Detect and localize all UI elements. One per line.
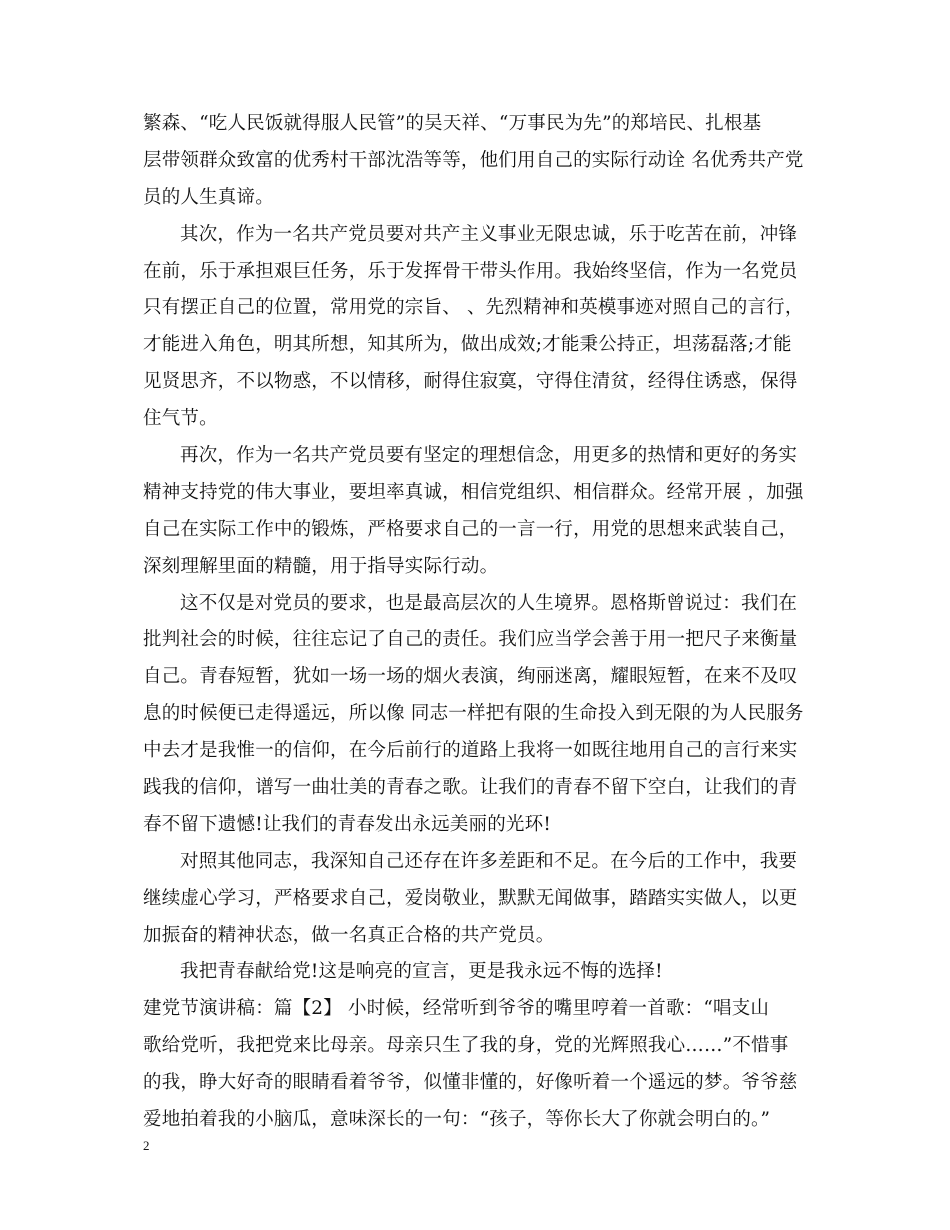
paragraph-start-line: 我把青春献给党!这是响亮的宣言，更是我永远不悔的选择! — [180, 961, 663, 982]
text-line: 的我，睁大好奇的眼睛看着爷爷，似懂非懂的，好像听着一个遥远的梦。爷爷慈 — [143, 1072, 798, 1093]
text-line: 爱地拍着我的小脑瓜，意味深长的一句：“孩子，等你长大了你就会明白的。” — [143, 1109, 771, 1130]
text-line: 深刻理解里面的精髓，用于指导实际行动。 — [143, 556, 499, 577]
page-number: 2 — [143, 1138, 150, 1153]
text-line: 继续虚心学习，严格要求自己，爱岗敬业，默默无闻做事，踏踏实实做人，以更 — [143, 888, 798, 909]
paragraph-start-line: 再次，作为一名共产党员要有坚定的理想信念，用更多的热情和更好的务实 — [180, 445, 798, 466]
text-line: 自己在实际工作中的锻炼，严格要求自己的一言一行，用党的思想来武装自己， — [143, 519, 798, 540]
section-heading-line: 建党节演讲稿：篇【2】 小时候，经常听到爷爷的嘴里哼着一首歌：“唱支山 — [143, 998, 770, 1019]
text-line: 繁森、“吃人民饭就得服人民管”的吴天祥、“万事民为先”的郑培民、扎根基 — [143, 113, 762, 134]
text-line: 层带领群众致富的优秀村干部沈浩等等，他们用自己的实际行动诠 名优秀共产党 — [143, 150, 804, 171]
text-line: 中去才是我惟一的信仰，在今后前行的道路上我将一如既往地用自己的言行来实 — [143, 740, 798, 761]
text-line: 住气节。 — [143, 408, 218, 429]
text-line: 在前，乐于承担艰巨任务，乐于发挥骨干带头作用。我始终坚信，作为一名党员 — [143, 261, 798, 282]
text-line: 自己。青春短暂，犹如一场一场的烟火表演，绚丽迷离，耀眼短暂，在来不及叹 — [143, 666, 798, 687]
text-line: 只有摆正自己的位置，常用党的宗旨、 、先烈精神和英模事迹对照自己的言行， — [143, 297, 804, 318]
paragraph-start-line: 对照其他同志，我深知自己还存在许多差距和不足。在今后的工作中，我要 — [180, 851, 798, 872]
text-line: 春不留下遗憾!让我们的青春发出永远美丽的光环! — [143, 814, 551, 835]
text-line: 歌给党听，我把党来比母亲。母亲只生了我的身，党的光辉照我心……”不惜事 — [143, 1035, 789, 1056]
text-line: 加振奋的精神状态，做一名真正合格的共产党员。 — [143, 925, 555, 946]
text-line: 精神支持党的伟大事业，要坦率真诚，相信党组织、相信群众。经常开展 ，加强 — [143, 482, 804, 503]
text-line: 批判社会的时候，往往忘记了自己的责任。我们应当学会善于用一把尺子来衡量 — [143, 629, 798, 650]
paragraph-start-line: 这不仅是对党员的要求，也是最高层次的人生境界。恩格斯曾说过：我们在 — [180, 593, 798, 614]
paragraph-start-line: 其次，作为一名共产党员要对共产主义事业无限忠诚，乐于吃苦在前，冲锋 — [180, 224, 798, 245]
text-line: 践我的信仰，谱写一曲壮美的青春之歌。让我们的青春不留下空白，让我们的青 — [143, 777, 798, 798]
text-line: 才能进入角色，明其所想，知其所为，做出成效;才能秉公持正，坦荡磊落;才能 — [143, 334, 792, 355]
text-line: 见贤思齐，不以物惑，不以情移，耐得住寂寞，守得住清贫，经得住诱惑，保得 — [143, 371, 798, 392]
text-line: 息的时候便已走得遥远，所以像 同志一样把有限的生命投入到无限的为人民服务 — [143, 703, 804, 724]
text-line: 员的人生真谛。 — [143, 187, 274, 208]
